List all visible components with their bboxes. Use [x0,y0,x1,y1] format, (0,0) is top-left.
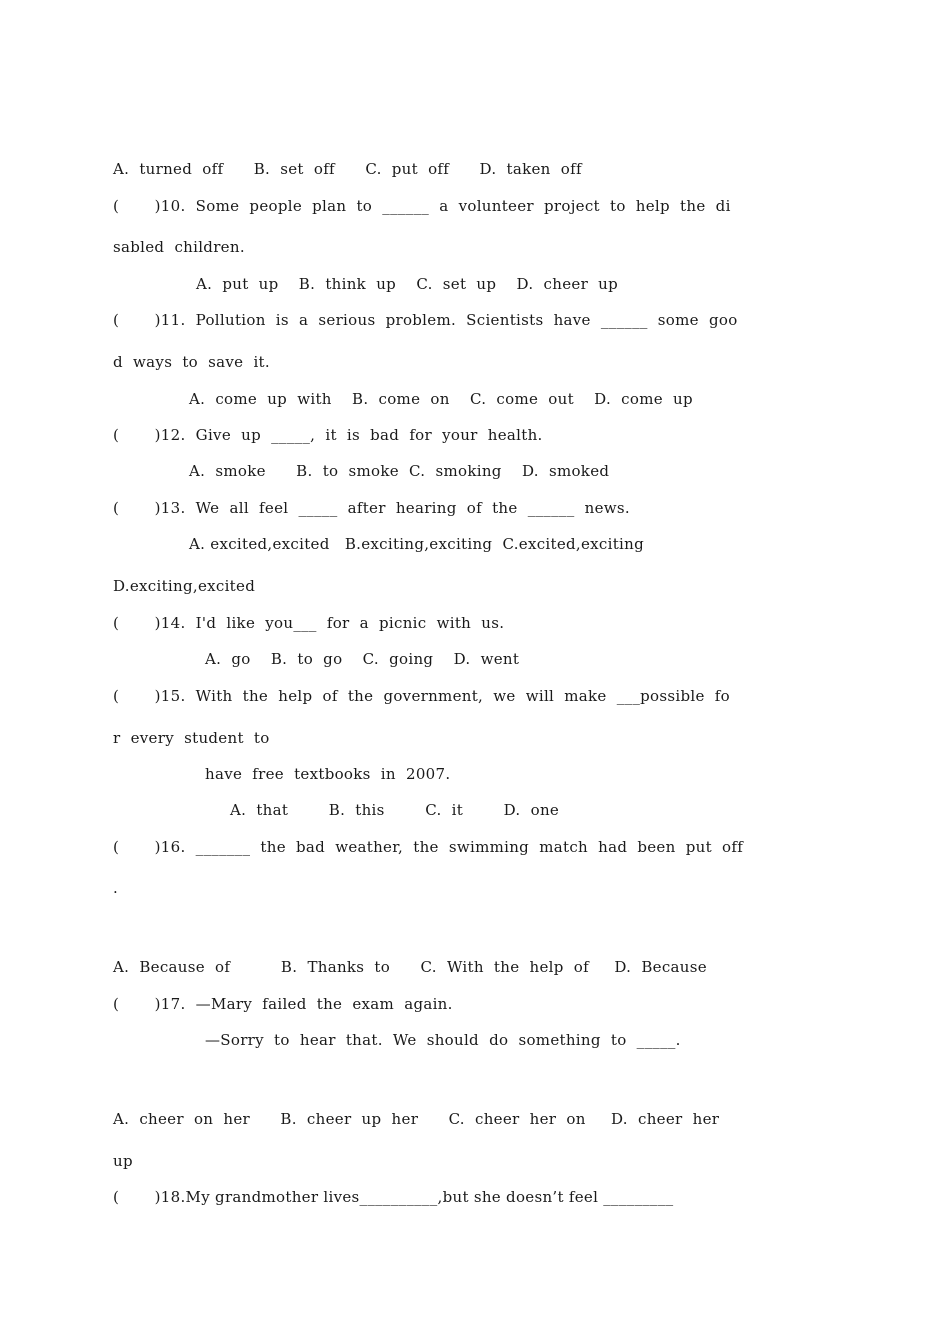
q10-stem: ( )10. Some people plan to ______ a volunteer project to help the di [113,197,731,215]
q14-stem: ( )14. I'd like you___ for a picnic with us. [113,614,505,632]
q18-stem: ( )18.My grandmother lives__________,but she doesn’t feel _________ [113,1188,674,1206]
q13-options: A. excited,excited B.exciting,exciting C.excited,exciting [189,535,645,553]
q12-options: A. smoke B. to smoke C. smoking D. smoked [189,462,610,480]
q13-stem: ( )13. We all feel _____ after hearing of the ______ news. [113,499,630,517]
q17-options: A. cheer on her B. cheer up her C. cheer her on D. cheer her [113,1110,720,1128]
q17-options-cont: up [113,1152,133,1170]
q16-stem: ( )16. _______ the bad weather, the swimming match had been put off [113,838,744,856]
q15-options: A. that B. this C. it D. one [230,801,560,819]
q17-stem-cont: —Sorry to hear that. We should do something to _____. [205,1031,681,1049]
q14-options: A. go B. to go C. going D. went [205,650,520,668]
q11-stem-cont: d ways to save it. [113,353,270,371]
q15-stem-cont2: have free textbooks in 2007. [205,765,451,783]
q10-options: A. put up B. think up C. set up D. cheer up [196,275,619,293]
q17-stem: ( )17. —Mary failed the exam again. [113,995,453,1013]
q9-options: A. turned off B. set off C. put off D. taken off [113,160,582,178]
q10-stem-cont: sabled children. [113,238,245,256]
q15-stem-cont: r every student to [113,729,270,747]
q16-options: A. Because of B. Thanks to C. With the help of D. Because [113,958,707,976]
q11-options: A. come up with B. come on C. come out D. come up [189,390,693,408]
q16-stem-cont: . [113,879,119,897]
q15-stem: ( )15. With the help of the government, we will make ___possible fo [113,687,730,705]
q13-options-cont: D.exciting,excited [113,577,256,595]
q12-stem: ( )12. Give up _____, it is bad for your health. [113,426,543,444]
q11-stem: ( )11. Pollution is a serious problem. Scientists have ______ some goo [113,311,738,329]
